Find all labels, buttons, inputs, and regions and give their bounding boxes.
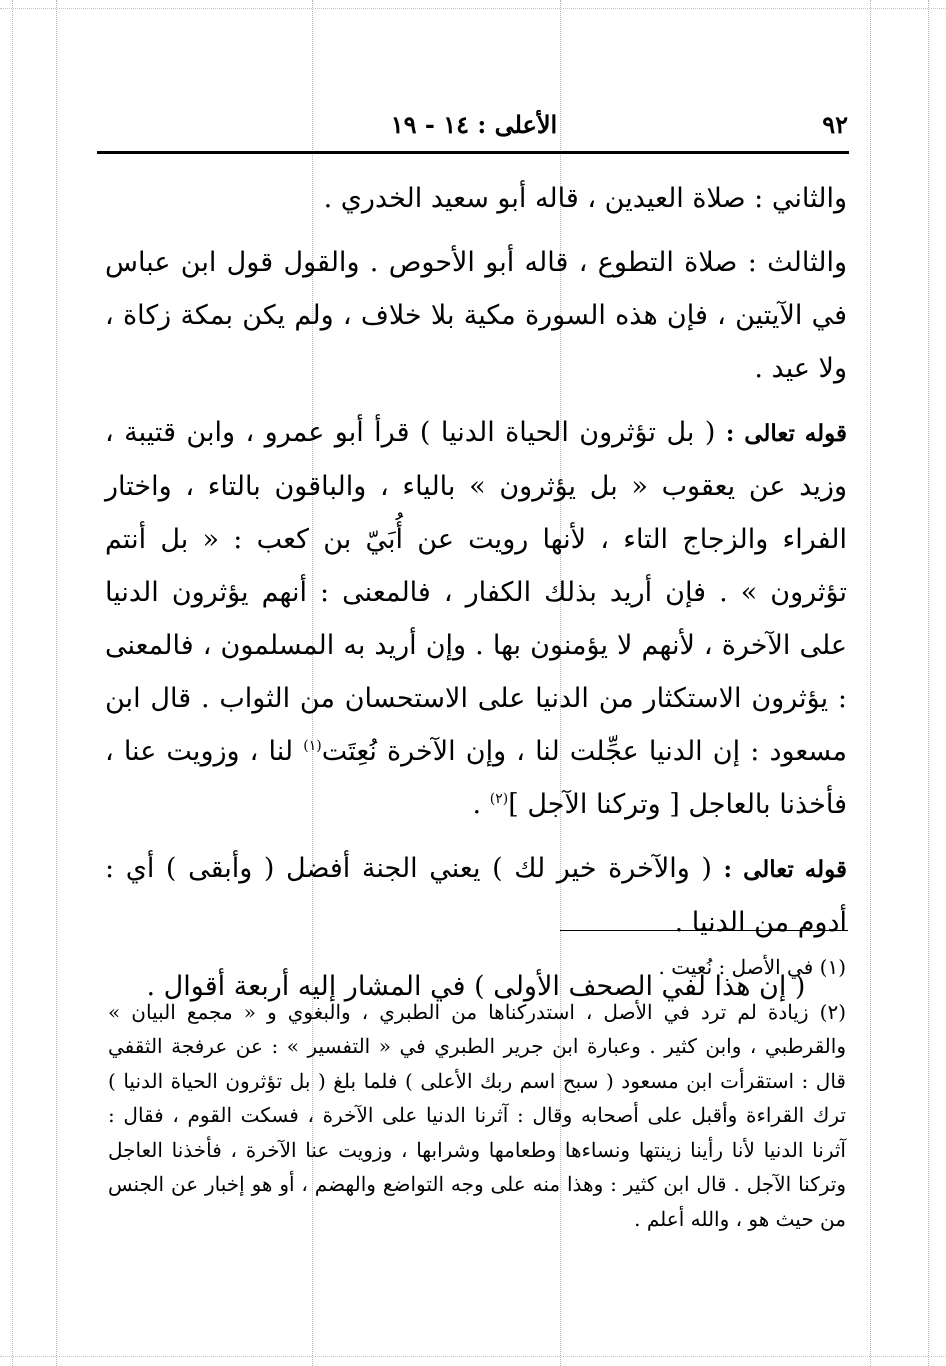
grid-line — [870, 0, 871, 1366]
paragraph-text: لنا ، وزويت عنا ، فأخذنا بالعاجل [ وتركنا الآجل ] — [105, 736, 847, 820]
footnote-rule — [560, 930, 848, 931]
main-text — [105, 172, 847, 1013]
grid-line — [928, 0, 929, 1366]
footnote: (١) في الأصل : نُعيت . — [658, 955, 846, 979]
verse-label: قوله تعالى : — [725, 420, 847, 447]
page-header — [100, 110, 848, 150]
paragraph-end: . — [472, 789, 482, 820]
footnote-marker: (٢) — [489, 791, 509, 807]
grid-line — [0, 1356, 946, 1357]
paragraph — [105, 842, 847, 949]
header-rule — [97, 151, 849, 154]
grid-line — [56, 0, 57, 1366]
running-head: الأعلى : ١٤ - ١٩ — [390, 110, 558, 139]
page-number: ٩٢ — [822, 110, 848, 139]
paragraph: والثالث : صلاة التطوع ، قاله أبو الأحوص . والقول قول ابن عباس في الآيتين ، فإن هذه السورة مكية بلا خلاف ، ولم يكن بمكة زكاة ، ولا عيد . — [105, 247, 847, 384]
grid-line — [0, 8, 946, 9]
footnotes — [108, 950, 846, 1236]
paragraph: ( إن هذا لفي الصحف الأولى ) في المشار إليه أربعة أقوال . — [146, 971, 806, 1002]
paragraph: والثاني : صلاة العيدين ، قاله أبو سعيد الخدري . — [323, 183, 847, 214]
paragraph-text: ( والآخرة خير لك ) يعني الجنة أفضل ( وأبقى ) أي : أدوم من الدنيا . — [105, 853, 847, 938]
footnote: (٢) زيادة لم ترد في الأصل ، استدركناها من الطبري ، والبغوي و « مجمع البيان » والقرطبي ، وابن كثير . وعبارة ابن جرير الطبري في « التفسير » : عن عرفجة الثقفي قال : استقرأت ابن مسعود ( سبح اسم ربك الأعلى ) فلما بلغ ( بل تؤثرون الحياة الدنيا ) ترك القراءة وأقبل على أصحابه وقال : آثرنا الدنيا على الآخرة ، فسكت القوم ، فقال : آثرنا الدنيا لأنا رأينا زينتها ونساءها وطعامها وشرابها ، وزويت عنا الآخرة ، فأخذنا العاجل وتركنا الآجل . قال ابن كثير : وهذا منه على وجه التواضع والهضم ، أو هو إخبار عن الجنس من حيث هو ، والله أعلم . — [108, 999, 846, 1231]
paragraph-text: ( بل تؤثرون الحياة الدنيا ) قرأ أبو عمرو ، وابن قتيبة ، وزيد عن يعقوب « بل يؤثرون » بالياء ، والباقون بالتاء ، واختار الفراء والزجاج التاء ، لأنها رويت عن أُبَيّ بن كعب : « بل أنتم تؤثرون » . فإن أريد بذلك الكفار ، فالمعنى : أنهم يؤثرون الدنيا على الآخرة ، لأنهم لا يؤمنون بها . وإن أريد به المسلمون ، فالمعنى : يؤثرون الاستكثار من الدنيا على الاستحسان من الثواب . قال ابن مسعود : إن الدنيا عجِّلت لنا ، وإن الآخرة نُعِتَت — [105, 417, 847, 767]
verse-label: قوله تعالى : — [723, 856, 847, 883]
footnote-marker: (١) — [303, 738, 322, 754]
grid-line — [12, 0, 13, 1366]
paragraph — [105, 406, 847, 831]
